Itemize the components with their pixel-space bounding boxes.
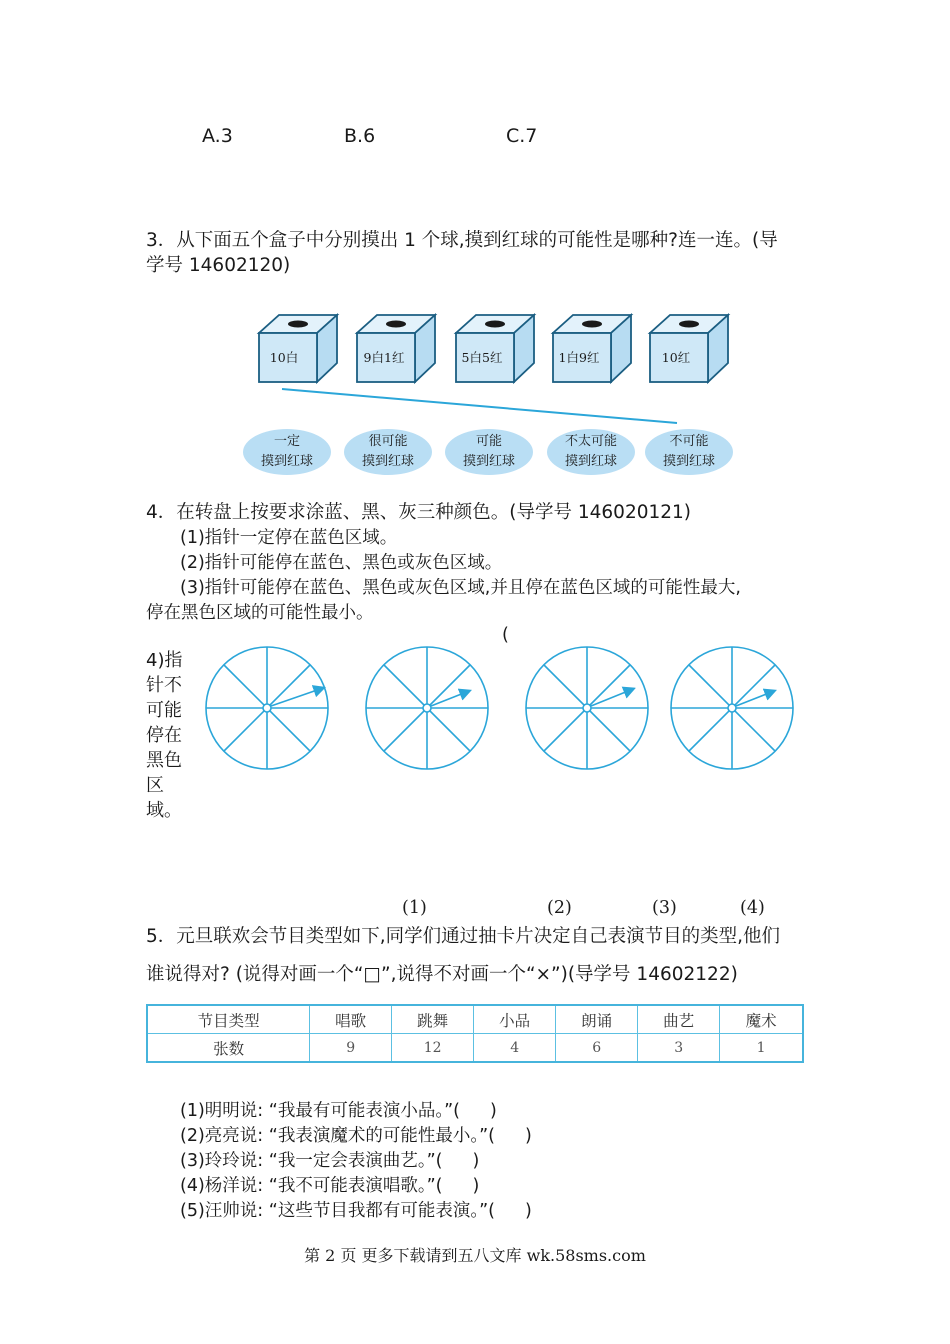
table-cell: 节目类型	[147, 1005, 310, 1034]
box-5	[650, 315, 728, 382]
table-cell: 曲艺	[638, 1005, 720, 1034]
svg-text:摸到红球: 摸到红球	[662, 454, 716, 469]
svg-text:不太可能: 不太可能	[564, 434, 618, 449]
wheel-label-4: (4)	[740, 898, 765, 918]
oval-3	[445, 429, 533, 475]
svg-text:可能: 可能	[475, 434, 503, 449]
table-cell: 唱歌	[310, 1005, 392, 1034]
wheel-label-2: (2)	[547, 898, 572, 918]
option-a: A.3	[202, 125, 233, 147]
q5-text-line2: 谁说得对? (说得对画一个“□”,说得不对画一个“×”)(导学号 14602122)	[146, 964, 738, 985]
table-cell: 12	[392, 1034, 474, 1063]
box-1	[259, 315, 337, 382]
box-4	[553, 315, 631, 382]
spinner-1[interactable]	[206, 647, 328, 769]
box-label: 10白	[269, 350, 299, 365]
box-2	[357, 315, 435, 382]
statement-2: (2)亮亮说: “我表演魔术的可能性最小。”( )	[180, 1126, 532, 1146]
connect-line	[282, 389, 677, 423]
table-cell: 朗诵	[556, 1005, 638, 1034]
svg-text:摸到红球: 摸到红球	[564, 454, 618, 469]
page-footer: 第 2 页 更多下载请到五八文库 wk.58sms.com	[304, 1246, 646, 1265]
table-cell: 9	[310, 1034, 392, 1063]
table-cell: 跳舞	[392, 1005, 474, 1034]
oval-2	[344, 429, 432, 475]
spinner-2[interactable]	[366, 647, 488, 769]
oval-5	[645, 429, 733, 475]
table-cell: 3	[638, 1034, 720, 1063]
svg-text:摸到红球: 摸到红球	[260, 454, 314, 469]
statement-4: (4)杨洋说: “我不可能表演唱歌。”( )	[180, 1176, 480, 1196]
q4-title: 4．在转盘上按要求涂蓝、黑、灰三种颜色。(导学号 146020121)	[146, 502, 692, 523]
option-c: C.7	[506, 125, 538, 147]
svg-text:摸到红球: 摸到红球	[361, 454, 415, 469]
box-label: 5白5红	[461, 350, 503, 365]
table-cell: 魔术	[720, 1005, 803, 1034]
q3-text-line1: 3．从下面五个盒子中分别摸出 1 个球,摸到红球的可能性是哪种?连一连。(导	[146, 230, 778, 251]
spinner-4[interactable]	[671, 647, 793, 769]
svg-text:不可能: 不可能	[669, 434, 709, 449]
table-header-row	[147, 1005, 803, 1034]
svg-text:很可能: 很可能	[368, 434, 408, 449]
spinners	[200, 640, 810, 776]
statement-5: (5)汪帅说: “这些节目我都有可能表演。”( )	[180, 1201, 532, 1221]
q4-item-3-cont: 停在黑色区域的可能性最小。	[146, 603, 374, 623]
oval-4	[547, 429, 635, 475]
q4-item-1: (1)指针一定停在蓝色区域。	[180, 528, 398, 548]
program-table	[146, 1004, 804, 1063]
box-label: 10红	[661, 350, 691, 365]
table-cell: 6	[556, 1034, 638, 1063]
stray-paren: (	[502, 625, 509, 645]
box-label: 1白9红	[558, 350, 600, 365]
q5-text-line1: 5．元旦联欢会节目类型如下,同学们通过抽卡片决定自己表演节目的类型,他们	[146, 926, 781, 947]
q3-figure	[230, 305, 750, 480]
box-3	[456, 315, 534, 382]
statement-3: (3)玲玲说: “我一定会表演曲艺。”( )	[180, 1151, 480, 1171]
table-cell: 小品	[474, 1005, 556, 1034]
q4-item-4: 4)指 针不 可能 停在 黑色 区域。	[146, 650, 183, 821]
svg-text:一定: 一定	[273, 434, 301, 449]
q4-item-2: (2)指针可能停在蓝色、黑色或灰色区域。	[180, 553, 503, 573]
svg-text:摸到红球: 摸到红球	[462, 454, 516, 469]
q3-text-line2: 学号 14602120)	[146, 255, 291, 276]
oval-1	[243, 429, 331, 475]
statement-1: (1)明明说: “我最有可能表演小品。”( )	[180, 1101, 497, 1121]
table-cell: 1	[720, 1034, 803, 1063]
table-row	[147, 1034, 803, 1063]
table-cell: 张数	[147, 1034, 310, 1063]
spinner-3[interactable]	[526, 647, 648, 769]
table-cell: 4	[474, 1034, 556, 1063]
option-b: B.6	[344, 125, 376, 147]
box-label: 9白1红	[363, 350, 405, 365]
wheel-label-1: (1)	[402, 898, 427, 918]
q4-item-3: (3)指针可能停在蓝色、黑色或灰色区域,并且停在蓝色区域的可能性最大,	[180, 578, 741, 598]
wheel-label-3: (3)	[652, 898, 677, 918]
